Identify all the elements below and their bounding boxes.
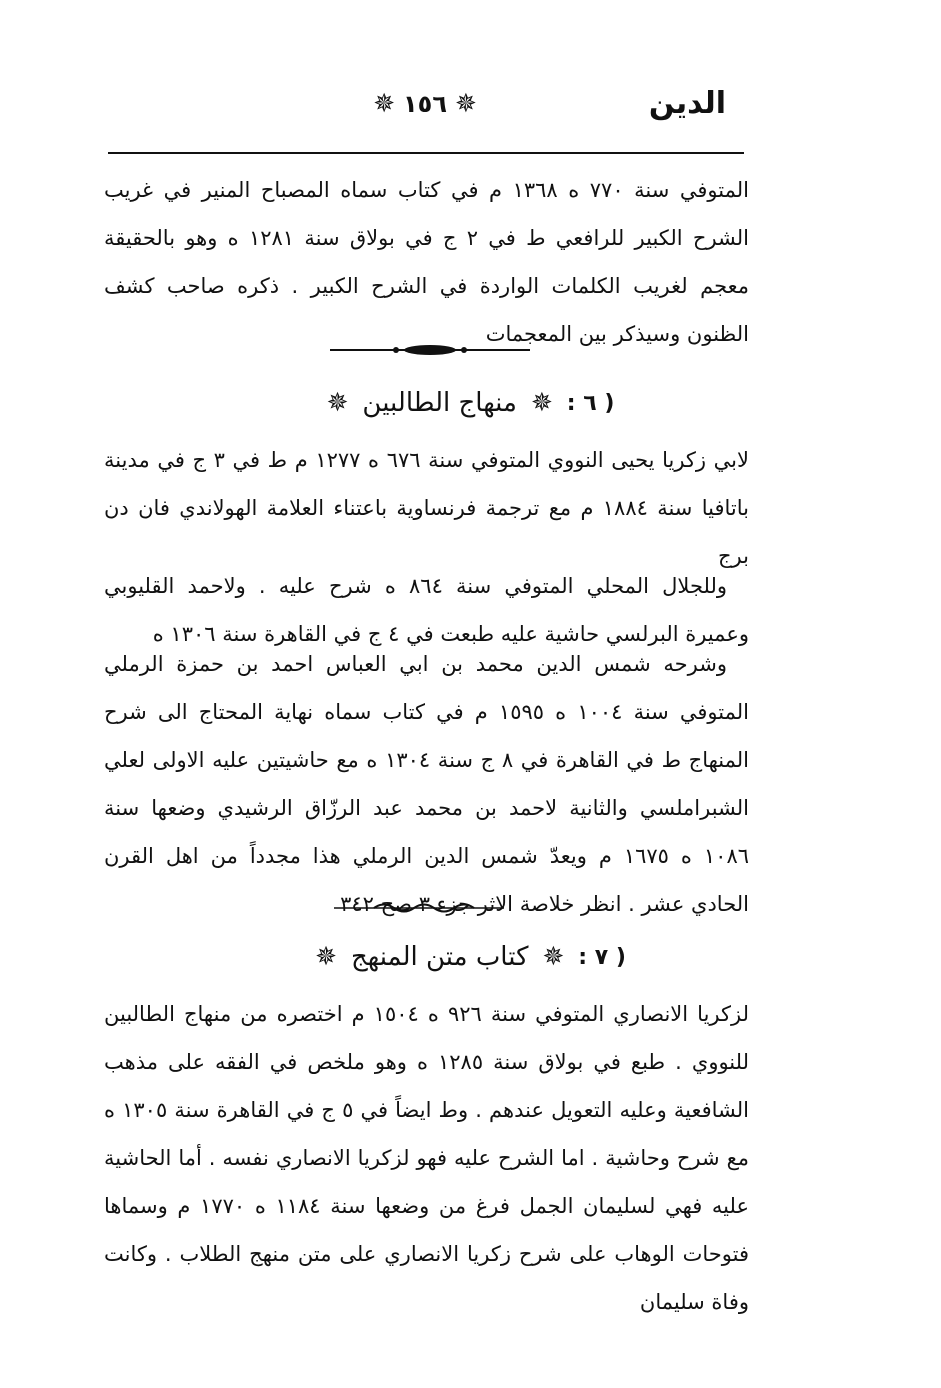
star-flower-icon: ✵ [530,388,553,418]
star-flower-icon: ✵ [542,942,565,972]
page-number-block [370,82,480,126]
star-flower-icon: ✵ [315,942,337,972]
header-rule [108,152,744,154]
entry-continuation: المتوفي سنة ٧٧٠ ه ١٣٦٨ م في كتاب سماه المصباح المنير في غريب الشرح الكبير للرافعي ط في ٢ ج في بولاق سنة ١٢٨١ ه وهو بالحقيقة معجم لغريب الكلمات الواردة في الشرح الكبير . ذكره صاحب كشف الظنون وسيذكر بين المعجمات [104,178,749,346]
section-heading [0,932,941,982]
page-number: ١٥٦ [403,90,447,118]
section-heading [0,378,941,428]
section-number: ( ٧ : [578,944,626,970]
section-number: ( ٦ : [566,390,615,416]
star-flower-icon: ✵ [373,89,396,119]
ornamental-divider [334,900,504,916]
entry-paragraph: لزكريا الانصاري المتوفي سنة ٩٢٦ ه ١٥٠٤ م اختصره من منهاج الطالبين للنووي . طبع في بولاق سنة ١٢٨٥ ه وهو ملخص في الفقه على مذهب الشافعية وعليه التعويل عندهم . وط ايضاً في ٥ ج في القاهرة سنة ١٣٠٥ ه مع شرح وحاشية . اما الشرح عليه فهو لزكريا الانصاري نفسه . أما الحاشية عليه فهي لسليمان الجمل فرغ من وضعها سنة ١١٨٤ ه ١٧٧٠ م وسماها فتوحات الوهاب على شرح زكريا الانصاري على متن منهج الطلاب . وكانت وفاة سليمان [104,1002,750,1314]
book-title: الدين [648,86,726,121]
star-flower-icon: ✵ [326,388,349,418]
star-flower-icon: ✵ [454,89,477,119]
entry-paragraph: وللجلال المحلي المتوفي سنة ٨٦٤ ه شرح عليه . ولاحمد القليوبي وعميرة البرلسي حاشية عليه طبعت في ٤ ج في القاهرة سنة ١٣٠٦ ه [104,574,749,646]
section-title: منهاج الطالبين [362,388,517,418]
ornamental-divider [330,342,530,358]
section-title: كتاب متن المنهج [350,942,529,972]
running-head [0,82,941,132]
entry-paragraph: لابي زكريا يحيى النووي المتوفي سنة ٦٧٦ ه ١٢٧٧ م ط في ٣ ج في مدينة باتافيا سنة ١٨٨٤ م مع ترجمة فرنساوية باعتناء العلامة الهولاندي فان دن برج [104,448,750,568]
entry-paragraph: وشرحه شمس الدين محمد بن ابي العباس احمد بن حمزة الرملي المتوفي سنة ١٠٠٤ ه ١٥٩٥ م في كتاب سماه نهاية المحتاج الى شرح المنهاج ط في القاهرة في ٨ ج سنة ١٣٠٤ ه مع حاشيتين عليه الاولى لعلي الشبراملسي والثانية لاحمد بن محمد عبد الرزّاق الرشيدي وضعها سنة ١٠٨٦ ه ١٦٧٥ م ويعدّ شمس الدين الرملي هذا مجدداً من اهل القرن الحادي عشر . انظر خلاصة الاثر جزء ٣ صح ٣٤٢ [104,652,750,916]
